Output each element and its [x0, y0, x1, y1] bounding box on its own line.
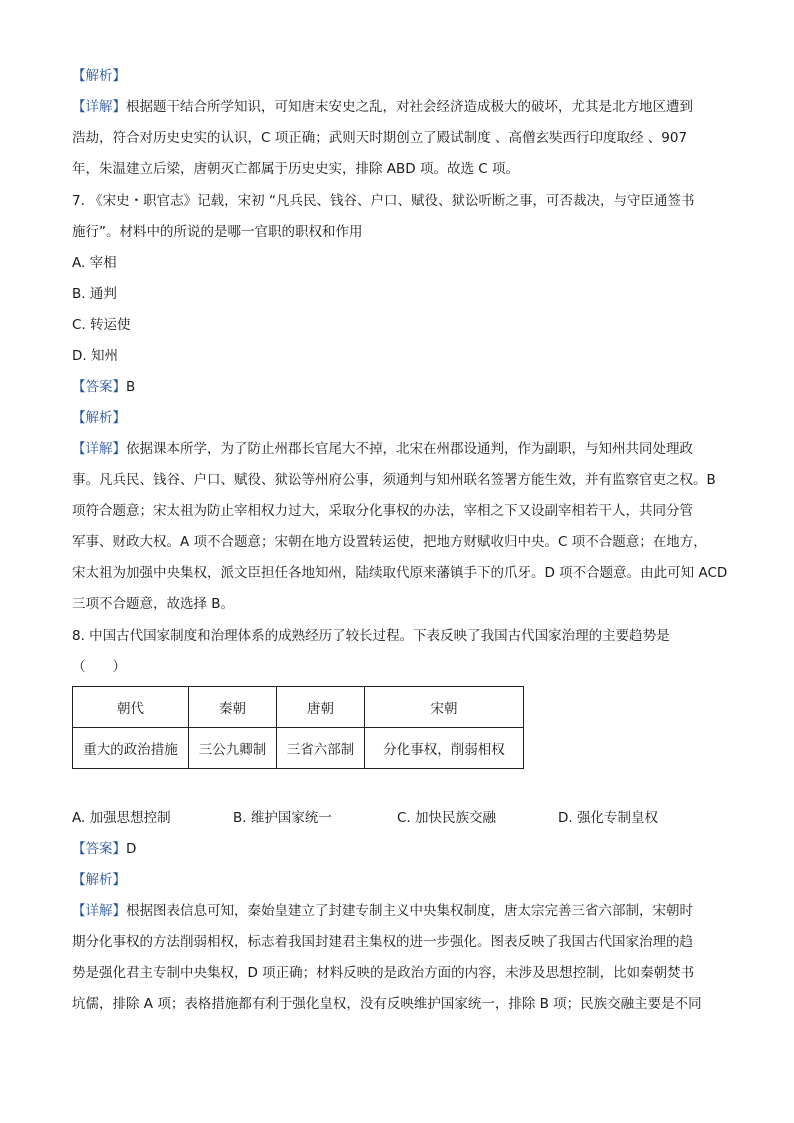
- detail-tag: 【详解】: [72, 99, 126, 115]
- answer-tag: 【答案】: [72, 841, 126, 857]
- detail-paragraph-line: 期分化事权的方法削弱相权，标志着我国封建君主集权的进一步强化。图表反映了我国古代国家治理的趋: [72, 934, 693, 950]
- detail-paragraph-line: 年，朱温建立后梁，唐朝灭亡都属于历史史实，排除 ABD 项。故选 C 项。: [72, 161, 519, 177]
- detail-paragraph-line: 三项不合题意，故选择 B。: [72, 596, 235, 612]
- table-header-row: [73, 687, 524, 728]
- question-stem: 8. 中国古代国家制度和治理体系的成熟经历了较长过程。下表反映了我国古代国家治理的主要趋势是: [72, 628, 670, 644]
- detail-paragraph-line: 势是强化君主专制中央集权，D 项正确；材料反映的是政治方面的内容，未涉及思想控制，比如秦朝焚书: [72, 965, 695, 981]
- table-cell: 唐朝: [277, 687, 365, 728]
- answer-value: B: [126, 379, 136, 395]
- analysis-heading: 【解析】: [72, 872, 126, 888]
- table-cell: 分化事权，削弱相权: [365, 728, 524, 769]
- analysis-heading: 【解析】: [72, 68, 126, 84]
- answer-line: [72, 377, 135, 397]
- detail-paragraph-line: 【详解】根据图表信息可知，秦始皇建立了封建专制主义中央集权制度，唐太宗完善三省六部制，宋朝时: [72, 903, 693, 919]
- table-cell: 三省六部制: [277, 728, 365, 769]
- question-stem: 7. 《宋史・职官志》记载，宋初 “凡兵民、钱谷、户口、赋役、狱讼听断之事，可否裁决，与守臣通签书: [72, 193, 695, 209]
- answer-line: [72, 839, 136, 859]
- options-row: [72, 808, 732, 828]
- detail-paragraph-line: 项符合题意；宋太祖为防止宰相权力过大，采取分化事权的办法，宰相之下又设副宰相若干人，共同分管: [72, 503, 693, 519]
- table-cell: 三公九卿制: [189, 728, 277, 769]
- option-d: D. 强化专制皇权: [558, 810, 658, 826]
- detail-paragraph-line: 宋太祖为加强中央集权，派文臣担任各地知州，陆续取代原来藩镇手下的爪牙。D 项不合题意。由此可知 ACD: [72, 565, 728, 581]
- table-cell: 秦朝: [189, 687, 277, 728]
- detail-paragraph-line: 事。凡兵民、钱谷、户口、赋役、狱讼等州府公事，须通判与知州联名签署方能生效，并有监察官吏之权。B: [72, 472, 716, 488]
- table-row: [73, 728, 524, 769]
- option-d: D. 知州: [72, 348, 118, 364]
- detail-paragraph-line: 坑儒，排除 A 项；表格措施都有利于强化皇权，没有反映维护国家统一，排除 B 项；民族交融主要是不同: [72, 996, 702, 1012]
- detail-paragraph-line: 【详解】根据题干结合所学知识，可知唐末安史之乱，对社会经济造成极大的破坏，尤其是北方地区遭到: [72, 99, 693, 115]
- detail-tag: 【详解】: [72, 903, 126, 919]
- analysis-heading: 【解析】: [72, 410, 126, 426]
- detail-tag: 【详解】: [72, 441, 126, 457]
- answer-tag: 【答案】: [72, 379, 126, 395]
- option-b: B. 维护国家统一: [233, 810, 332, 826]
- option-a: A. 宰相: [72, 255, 117, 271]
- table-cell: 朝代: [73, 687, 189, 728]
- detail-paragraph-line: 【详解】依据课本所学，为了防止州郡长官尾大不掉，北宋在州郡设通判，作为副职，与知州共同处理政: [72, 441, 693, 457]
- table-cell: 宋朝: [365, 687, 524, 728]
- detail-paragraph-line: 浩劫，符合对历史史实的认识，C 项正确；武则天时期创立了殿试制度 、高僧玄奘西行印度取经 、907: [72, 130, 688, 146]
- option-b: B. 通判: [72, 286, 117, 302]
- question-stem: 施行”。材料中的所说的是哪一官职的职权和作用: [72, 224, 363, 240]
- question-stem: （ ）: [72, 659, 126, 675]
- answer-value: D: [126, 841, 137, 857]
- option-c: C. 转运使: [72, 317, 131, 333]
- table-cell: 重大的政治措施: [73, 728, 189, 769]
- dynasty-table: [72, 686, 524, 769]
- option-a: A. 加强思想控制: [72, 810, 171, 826]
- option-c: C. 加快民族交融: [397, 810, 497, 826]
- detail-paragraph-line: 军事、财政大权。A 项不合题意；宋朝在地方设置转运使，把地方财赋收归中央。C 项不合题意；在地方，: [72, 534, 707, 550]
